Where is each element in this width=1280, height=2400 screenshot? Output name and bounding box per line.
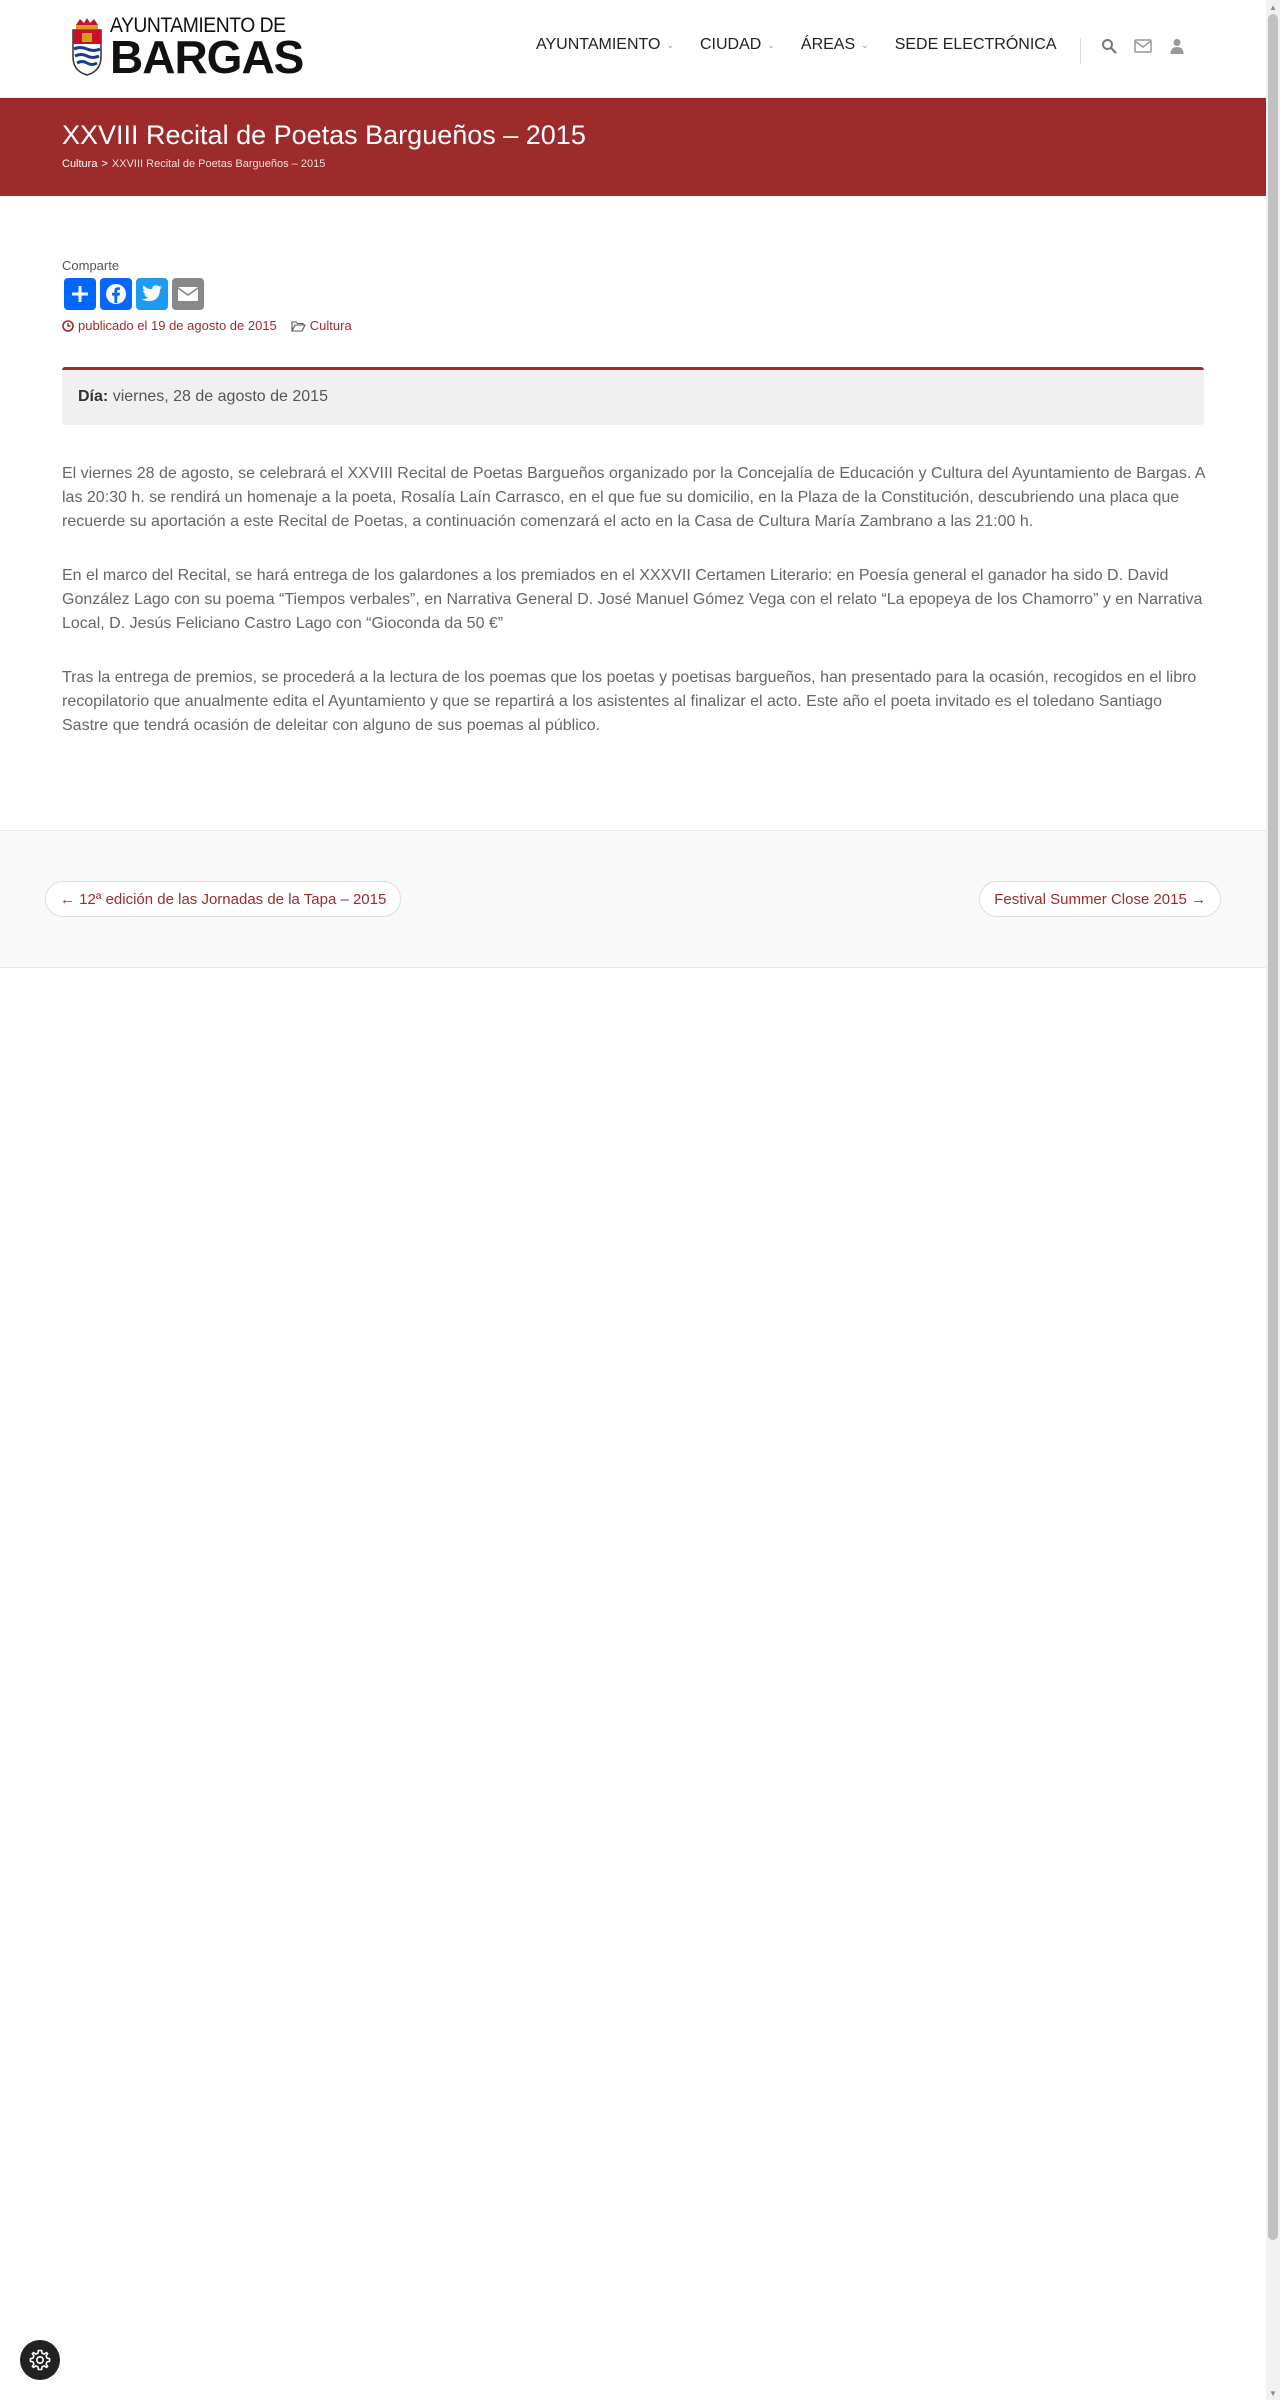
search-icon[interactable] (1100, 37, 1118, 55)
published-date-text: publicado el 19 de agosto de 2015 (78, 318, 277, 333)
nav-item-ayuntamiento[interactable] (536, 36, 674, 54)
nav-label: ÁREAS (800, 36, 856, 53)
nav-label: AYUNTAMIENTO (536, 36, 661, 53)
facebook-icon (104, 282, 128, 306)
article-paragraph: El viernes 28 de agosto, se celebrará el XXVIII Recital de Poetas Bargueños organizado por la Concejalía de Educación y Cultura del Ayuntamiento de Bargas. A las 20:30 h. se rendirá un homenaje a la poeta, Rosalía Laín Carrasco, en el que fue su domicilio, en la Plaza de la Constitución, descubriendo una placa que recuerde su aportación a este Recital de Poetas, a continuación comenzará el acto en la Casa de Cultura María Zambrano a las 21:00 h. (62, 465, 1205, 530)
chevron-down-icon: ⌄ (666, 39, 674, 50)
category-text: Cultura (309, 318, 352, 333)
page-scrollbar[interactable] (1266, 0, 1280, 2400)
share-email-button[interactable] (172, 278, 204, 310)
nav-label: CIUDAD (700, 36, 762, 53)
clock-icon (62, 320, 74, 332)
logo-line1: AYUNTAMIENTO DE (110, 13, 286, 37)
nav-label: SEDE ELECTRÓNICA (894, 36, 1057, 53)
title-banner (0, 98, 1266, 196)
header-icons (1100, 37, 1202, 55)
add-icon (70, 284, 90, 304)
user-icon[interactable] (1168, 37, 1186, 55)
share-label: Comparte (62, 258, 120, 273)
article-paragraph: En el marco del Recital, se hará entrega de los galardones a los premiados en el XXXVII Certamen Literario: en Poesía general el ganador ha sido D. David González Lago con su poema “Tiempos verbales”, en Narrativa General D. José Manuel Gómez Vega con el relato “La epopeya de los Chamorro” y en Narrativa Local, D. Jesús Feliciano Castro Lago con “Gioconda da 50 €” (62, 567, 1203, 632)
logo-line2: BARGAS (110, 30, 304, 83)
article-paragraph: Tras la entrega de premios, se procederá a la lectura de los poemas que los poetas y poetisas bargueños, han presentado para la ocasión, recogidos en el libro recopilatorio que anualmente edita el Ayuntamiento y que se repartirá a los asistentes al finalizar el acto. Este año el poeta invitado es el toledano Santiago Sastre que tendrá ocasión de deleitar con alguno de sus poemas al público. (62, 669, 1197, 734)
category-link[interactable] (291, 318, 352, 333)
cookie-settings-button[interactable] (20, 2340, 60, 2380)
article-body (62, 462, 1212, 768)
event-date-line (78, 388, 328, 406)
site-logo[interactable] (70, 13, 304, 83)
site-header (0, 0, 1266, 98)
page-title: XXVIII Recital de Poetas Bargueños – 2015 (62, 120, 586, 150)
share-add-button[interactable] (64, 278, 96, 310)
event-date-value: viernes, 28 de agosto de 2015 (112, 388, 328, 405)
previous-post-button[interactable]: ← 12ª edición de las Jornadas de la Tapa – 2015 (45, 881, 401, 917)
share-facebook-button[interactable] (100, 278, 132, 310)
breadcrumb (62, 158, 325, 170)
breadcrumb-separator: > (101, 158, 108, 170)
breadcrumb-link-cultura[interactable]: Cultura (62, 158, 98, 170)
post-meta (62, 318, 366, 333)
scroll-down-arrow-icon[interactable]: ▼ (1269, 2388, 1277, 2398)
scrollbar-thumb[interactable] (1268, 14, 1278, 2240)
share-buttons (64, 278, 208, 310)
email-icon (177, 286, 199, 302)
next-post-button[interactable]: Festival Summer Close 2015 → (979, 881, 1221, 917)
share-twitter-button[interactable] (136, 278, 168, 310)
scroll-up-arrow-icon[interactable]: ▲ (1269, 2, 1277, 12)
post-navigation (0, 830, 1266, 968)
nav-item-areas[interactable] (801, 36, 869, 54)
coat-of-arms-icon (70, 17, 104, 77)
event-date-box (62, 367, 1204, 425)
twitter-icon (141, 284, 163, 304)
chevron-down-icon: ⌄ (767, 39, 775, 50)
chevron-down-icon: ⌄ (861, 39, 869, 50)
folder-open-icon (291, 320, 306, 332)
nav-item-sede-electronica[interactable] (895, 36, 1057, 54)
nav-item-ciudad[interactable] (700, 36, 775, 54)
published-date[interactable] (62, 318, 277, 333)
nav-divider (1080, 38, 1081, 64)
envelope-icon[interactable] (1134, 37, 1152, 55)
gear-icon (28, 2348, 52, 2372)
main-nav (536, 36, 1083, 54)
event-date-label: Día: (78, 388, 109, 405)
breadcrumb-current: XXVIII Recital de Poetas Bargueños – 2015 (111, 158, 326, 170)
